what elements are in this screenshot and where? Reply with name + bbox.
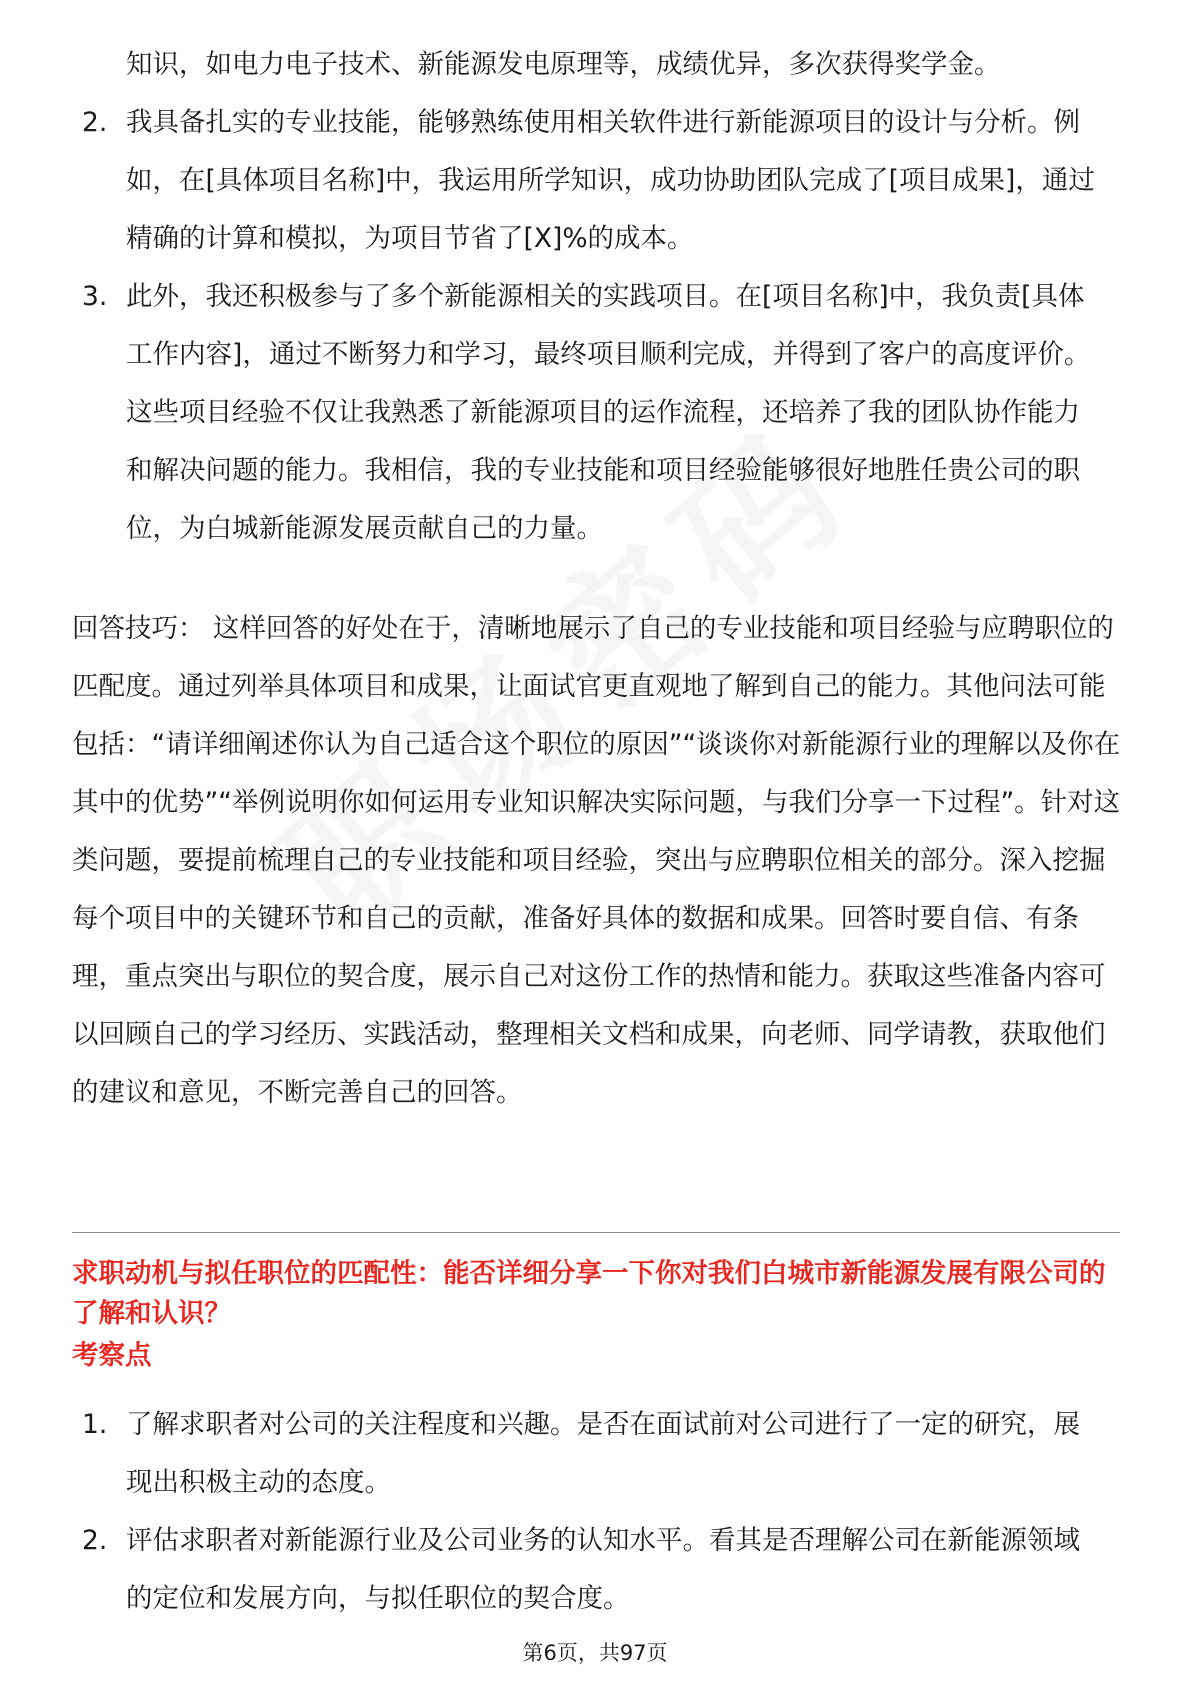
exam-point-item <box>0 1396 1106 1512</box>
list-item-text: 此外，我还积极参与了多个新能源相关的实践项目。在[项目名称]中，我负责[具体工作内容]，通过不断努力和学习，最终项目顺利完成，并得到了客户的高度评价。这些项目经验不仅让我熟悉了新能源项目的运作流程，还培养了我的团队协作能力和解决问题的能力。我相信，我的专业技能和项目经验能够很好地胜任贵公司的职位，为白城新能源发展贡献自己的力量。 <box>126 281 1091 544</box>
list-item-number: 2. <box>82 107 108 138</box>
exam-points-label: 考察点 <box>72 1340 152 1371</box>
answer-tips-paragraph: 回答技巧： 这样回答的好处在于，清晰地展示了自己的专业技能和项目经验与应聘职位的匹配度。通过列举具体项目和成果，让面试官更直观地了解到自己的能力。其他问法可能包括：“请详细阐述你认为自己适合这个职位的原因”“谈谈你对新能源行业的理解以及你在其中的优势”“举例说明你如何运用专业知识解决实际问题，与我们分享一下过程”。针对这类问题，要提前梳理自己的专业技能和项目经验，突出与应聘职位相关的部分。深入挖掘每个项目中的关键环节和自己的贡献，准备好具体的数据和成果。回答时要自信、有条理，重点突出与职位的契合度，展示自己对这份工作的热情和能力。获取这些准备内容可以回顾自己的学习经历、实践活动，整理相关文档和成果，向老师、同学请教，获取他们的建议和意见，不断完善自己的回答。 <box>72 613 1121 1108</box>
list-item-number: 2. <box>82 1525 108 1556</box>
answer-list-item <box>0 268 1106 558</box>
list-item-text: 了解求职者对公司的关注程度和兴趣。是否在面试前对公司进行了一定的研究，展现出积极主动的态度。 <box>126 1409 1080 1498</box>
question-heading: 求职动机与拟任职位的匹配性：能否详细分享一下你对我们白城市新能源发展有限公司的了解和认识？ <box>72 1258 1106 1329</box>
answer-list <box>0 94 1106 558</box>
section-divider <box>72 1232 1120 1233</box>
exam-points-list <box>0 1396 1106 1628</box>
answer-list-item <box>0 94 1106 268</box>
previous-item-continuation: 知识，如电力电子技术、新能源发电原理等，成绩优异，多次获得奖学金。 <box>126 49 1001 80</box>
page-number-footer: 第6页，共97页 <box>522 1641 668 1665</box>
list-item-number: 3. <box>82 281 108 312</box>
exam-point-item <box>0 1512 1106 1628</box>
list-item-number: 1. <box>82 1409 108 1440</box>
list-item-text: 评估求职者对新能源行业及公司业务的认知水平。看其是否理解公司在新能源领域的定位和发展方向，与拟任职位的契合度。 <box>126 1525 1080 1614</box>
list-item-text: 我具备扎实的专业技能，能够熟练使用相关软件进行新能源项目的设计与分析。例如，在[具体项目名称]中，我运用所学知识，成功协助团队完成了[项目成果]，通过精确的计算和模拟，为项目节省了[X]%的成本。 <box>126 107 1095 254</box>
